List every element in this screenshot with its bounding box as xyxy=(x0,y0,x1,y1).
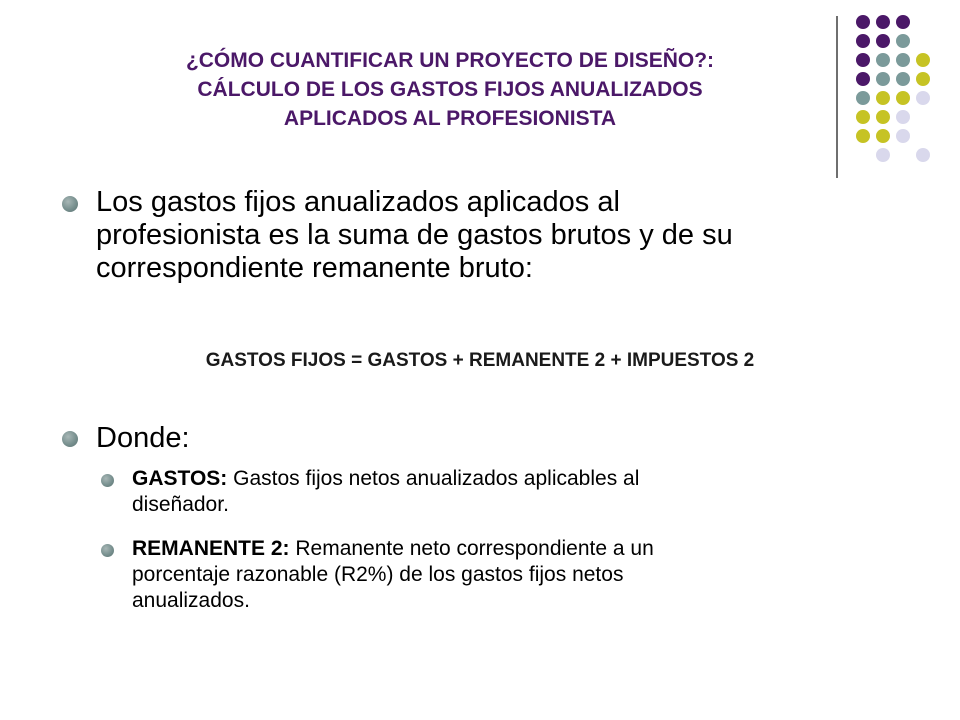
sub-bullet-icon xyxy=(101,474,114,487)
main-bullet-line-1: Los gastos fijos anualizados aplicados al xyxy=(96,186,620,218)
decorative-dot xyxy=(856,91,870,105)
decorative-dot xyxy=(876,53,890,67)
decorative-dot xyxy=(876,15,890,29)
title-line-3: APLICADOS AL PROFESIONISTA xyxy=(283,107,617,130)
main-bullet-text xyxy=(96,186,896,285)
decorative-dot xyxy=(856,110,870,124)
sub-bullet-gastos-line-2: diseñador. xyxy=(132,493,229,516)
decorative-dot xyxy=(896,129,910,143)
decorative-dot xyxy=(856,34,870,48)
decorative-dot xyxy=(896,110,910,124)
decorative-dot xyxy=(896,53,910,67)
decorative-dot xyxy=(896,72,910,86)
decorative-dot xyxy=(876,148,890,162)
decorative-dot xyxy=(876,129,890,143)
term-gastos: GASTOS: xyxy=(132,467,228,490)
decorative-dot xyxy=(856,53,870,67)
decorative-dot xyxy=(856,72,870,86)
sub-bullet-gastos-line-1: Gastos fijos netos anualizados aplicables al xyxy=(227,467,640,490)
bullet-icon xyxy=(62,431,78,447)
decorative-dot xyxy=(876,34,890,48)
main-bullet-line-2: profesionista es la suma de gastos brutos y de su xyxy=(96,219,733,251)
bullet-icon xyxy=(62,196,78,212)
slide-title xyxy=(70,46,830,133)
decorative-dot xyxy=(896,15,910,29)
sub-bullet-gastos xyxy=(132,466,892,518)
donde-heading: Donde: xyxy=(96,422,190,454)
main-bullet-line-3: correspondiente remanente bruto: xyxy=(96,252,533,284)
decorative-dot xyxy=(916,53,930,67)
sub-bullet-icon xyxy=(101,544,114,557)
decorative-dot xyxy=(916,91,930,105)
decorative-dot xyxy=(876,110,890,124)
title-line-1: ¿CÓMO CUANTIFICAR UN PROYECTO DE DISEÑO?: xyxy=(185,49,715,72)
decorative-dot xyxy=(896,34,910,48)
decorative-divider xyxy=(836,16,838,178)
decorative-dot xyxy=(876,72,890,86)
decorative-dot xyxy=(856,129,870,143)
decorative-dot xyxy=(896,91,910,105)
decorative-dot xyxy=(876,91,890,105)
sub-bullet-remanente-line-3: anualizados. xyxy=(132,589,250,612)
decorative-dot xyxy=(916,72,930,86)
sub-bullet-remanente-line-1: Remanente neto correspondiente a un xyxy=(289,537,654,560)
sub-bullet-remanente xyxy=(132,536,892,614)
term-remanente: REMANENTE 2: xyxy=(132,537,290,560)
sub-bullet-remanente-line-2: porcentaje razonable (R2%) de los gastos fijos netos xyxy=(132,563,624,586)
title-line-2: CÁLCULO DE LOS GASTOS FIJOS ANUALIZADOS xyxy=(197,78,703,101)
decorative-dot xyxy=(856,15,870,29)
formula: GASTOS FIJOS = GASTOS + REMANENTE 2 + IMPUESTOS 2 xyxy=(205,350,755,371)
decorative-dot xyxy=(916,148,930,162)
